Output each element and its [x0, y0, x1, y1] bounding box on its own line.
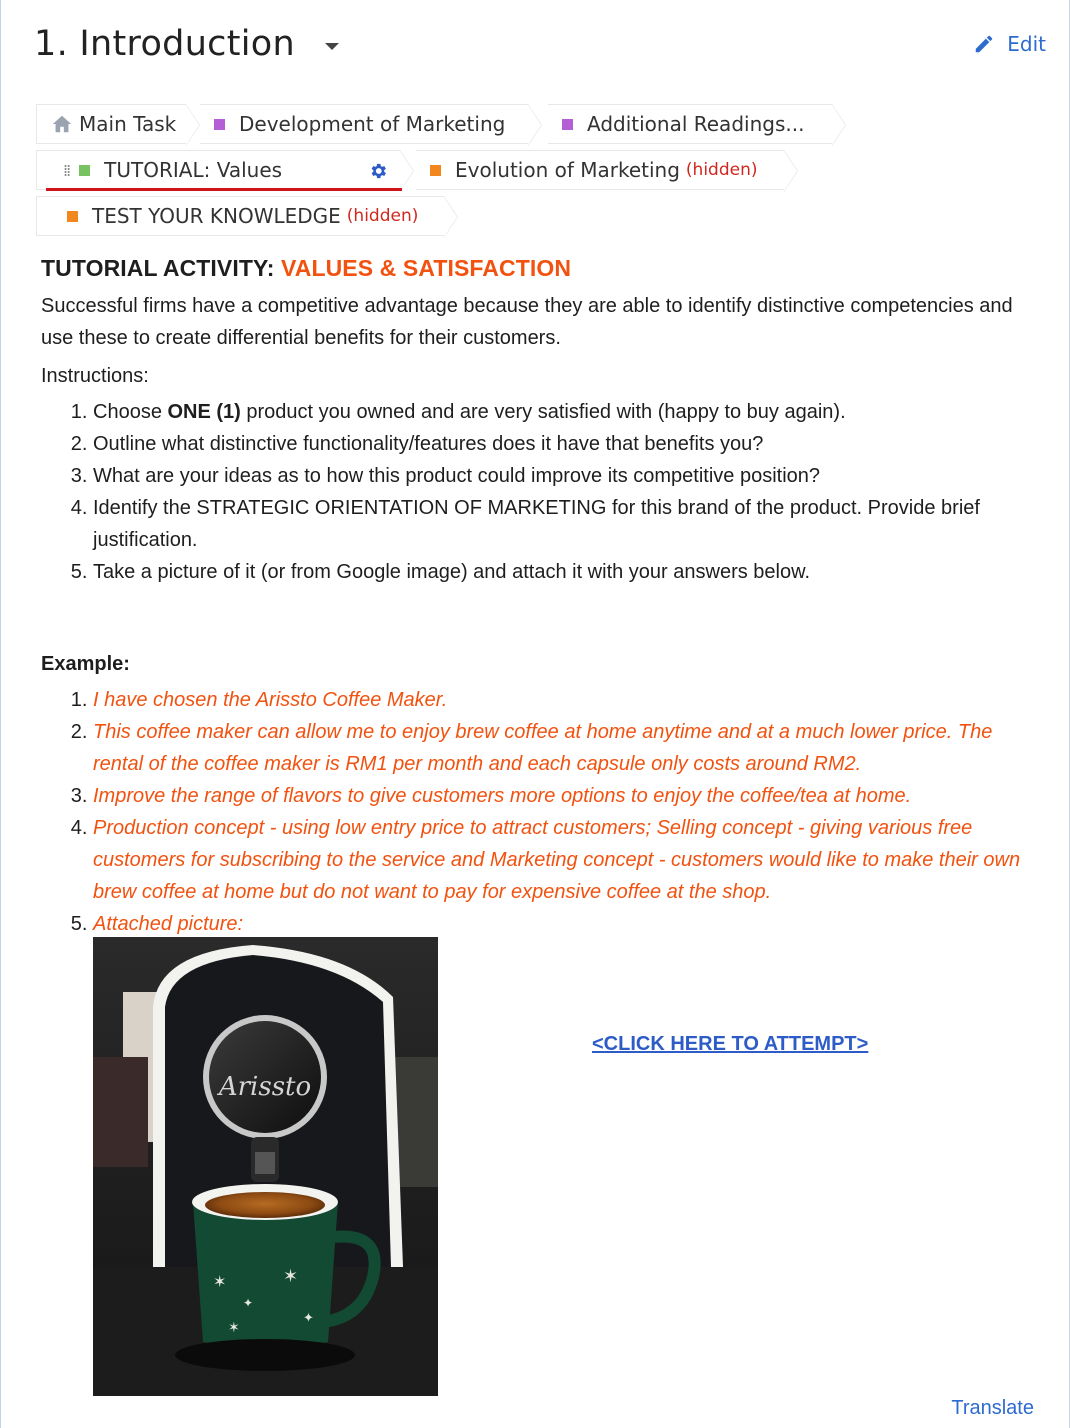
attempt-link[interactable]: <CLICK HERE TO ATTEMPT> — [592, 1033, 869, 1055]
list-item: 2. This coffee maker can allow me to enjoy brew coffee at home anytime and at a much lower price. The rental of the coffee maker is RM1 per month and each capsule only costs around RM2. — [93, 716, 1041, 780]
coffee-maker-photo — [93, 937, 438, 1396]
tab-development-of-marketing[interactable] — [200, 104, 528, 144]
gear-icon[interactable] — [368, 161, 388, 181]
drag-handle-icon[interactable]: ⁞⁞ — [63, 160, 70, 180]
list-item: 4. Identify the STRATEGIC ORIENTATION OF MARKETING for this brand of the product. Provide brief justification. — [93, 492, 1041, 556]
tutorial-content — [41, 252, 1041, 940]
activity-heading-highlight: VALUES & SATISFACTION — [281, 255, 572, 281]
list-item: 1. Choose ONE (1) product you owned and are very satisfied with (happy to buy again). — [93, 396, 1041, 428]
purple-square-icon — [562, 119, 573, 130]
list-item: 5. Attached picture: — [93, 908, 1041, 940]
tab-test-your-knowledge[interactable] — [36, 196, 444, 236]
tab-main-task-label: Main Task — [79, 112, 177, 136]
svg-text:✶: ✶ — [228, 1319, 240, 1335]
list-item: 3. Improve the range of flavors to give customers more options to enjoy the coffee/tea at home. — [93, 780, 1041, 812]
list-item: 2. Outline what distinctive functionality/features does it have that benefits you? — [93, 428, 1041, 460]
tab-main-task[interactable] — [36, 104, 186, 144]
edit-label: Edit — [1007, 32, 1046, 56]
svg-text:✦: ✦ — [303, 1310, 314, 1325]
svg-text:✦: ✦ — [243, 1296, 254, 1310]
tab-tutorial-label: TUTORIAL: Values — [104, 158, 283, 182]
edit-button[interactable] — [973, 32, 1046, 56]
list-item: 3. What are your ideas as to how this product could improve its competitive position? — [93, 460, 1041, 492]
pencil-icon — [973, 33, 995, 55]
orange-square-icon — [67, 211, 78, 222]
activity-heading — [41, 252, 1041, 284]
hidden-badge: (hidden) — [346, 206, 419, 226]
tab-test-label: TEST YOUR KNOWLEDGE — [92, 204, 341, 228]
translate-link[interactable]: Translate — [951, 1397, 1034, 1419]
page-header — [34, 24, 339, 64]
list-item: 5. Take a picture of it (or from Google image) and attach it with your answers below. — [93, 556, 1041, 588]
instructions-label: Instructions: — [41, 365, 149, 387]
purple-square-icon — [214, 119, 225, 130]
svg-text:✶: ✶ — [283, 1266, 299, 1286]
hidden-badge: (hidden) — [685, 160, 758, 180]
instructions-list — [41, 396, 1041, 588]
orange-square-icon — [430, 165, 441, 176]
tab-additional-label: Additional Readings... — [587, 112, 805, 136]
svg-text:✶: ✶ — [213, 1274, 227, 1291]
green-square-icon — [79, 165, 90, 176]
list-item: 4. Production concept - using low entry price to attract customers; Selling concept - giving various free customers for subscribing to the service and Marketing concept - customers would like to make their own brew coffee at home but do not want to pay for expensive coffee at the shop. — [93, 812, 1041, 908]
svg-text:Arissto: Arissto — [218, 1072, 312, 1102]
tab-tutorial-values[interactable] — [36, 150, 400, 190]
activity-heading-prefix: TUTORIAL ACTIVITY: — [41, 255, 275, 281]
page-title: 1. Introduction — [34, 24, 295, 64]
tab-additional-readings[interactable] — [548, 104, 832, 144]
tab-evolution-label: Evolution of Marketing — [455, 158, 680, 182]
tab-evolution-of-marketing[interactable] — [416, 150, 784, 190]
title-dropdown-icon[interactable] — [325, 43, 339, 50]
example-list — [41, 684, 1041, 940]
example-label: Example: — [41, 653, 130, 675]
active-tab-indicator — [46, 188, 402, 191]
tab-development-label: Development of Marketing — [239, 112, 506, 136]
home-icon — [51, 113, 73, 135]
list-item: 1. I have chosen the Arissto Coffee Maker. — [93, 684, 1041, 716]
intro-paragraph: Successful firms have a competitive advantage because they are able to identify distinctive competencies and use these to create differential benefits for their customers. — [41, 295, 1013, 349]
